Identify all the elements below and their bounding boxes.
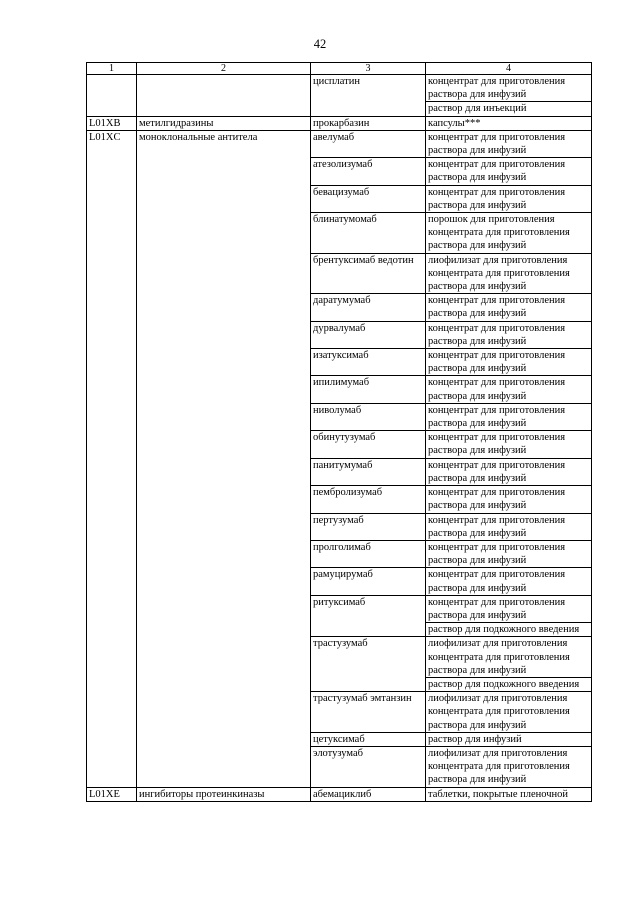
drug-name-cell: трастузумаб эмтанзин <box>311 692 426 733</box>
drug-name-cell: обинутузумаб <box>311 431 426 458</box>
drug-name-cell: брентуксимаб ведотин <box>311 253 426 294</box>
dosage-form-cell: концентрат для приготовления раствора для инфузий <box>426 376 592 403</box>
drug-table <box>86 62 592 802</box>
drug-name-cell: пролголимаб <box>311 540 426 567</box>
dosage-form-cell: лиофилизат для приготовления концентрата для приготовления раствора для инфузий <box>426 692 592 733</box>
drug-name-cell: даратумумаб <box>311 294 426 321</box>
dosage-form-cell: концентрат для приготовления раствора для инфузий <box>426 486 592 513</box>
drug-name-cell: атезолизумаб <box>311 158 426 185</box>
drug-name-cell: ниволумаб <box>311 403 426 430</box>
dosage-form-cell: концентрат для приготовления раствора для инфузий <box>426 595 592 622</box>
page-number: 42 <box>313 37 327 51</box>
dosage-form-cell: концентрат для приготовления раствора для инфузий <box>426 349 592 376</box>
dosage-form-cell: концентрат для приготовления раствора для инфузий <box>426 403 592 430</box>
header-cell-drug: 3 <box>311 63 426 75</box>
dosage-form-cell: раствор для подкожного введения <box>426 677 592 691</box>
drug-name-cell: дурвалумаб <box>311 321 426 348</box>
dosage-form-cell: раствор для подкожного введения <box>426 623 592 637</box>
group-name-cell: метилгидразины <box>137 116 311 130</box>
drug-name-cell: изатуксимаб <box>311 349 426 376</box>
dosage-form-cell: концентрат для приготовления раствора для инфузий <box>426 513 592 540</box>
drug-name-cell: цисплатин <box>311 75 426 117</box>
drug-name-cell: авелумаб <box>311 130 426 157</box>
dosage-form-cell: концентрат для приготовления раствора для инфузий <box>426 568 592 595</box>
drug-name-cell: абемациклиб <box>311 787 426 801</box>
drug-name-cell: пертузумаб <box>311 513 426 540</box>
dosage-form-cell: концентрат для приготовления раствора для инфузий <box>426 185 592 212</box>
drug-name-cell: трастузумаб <box>311 637 426 692</box>
table-row <box>87 130 592 157</box>
dosage-form-cell: концентрат для приготовления раствора для инфузий <box>426 158 592 185</box>
atc-code-cell: L01XC <box>87 130 137 787</box>
drug-name-cell: блинатумомаб <box>311 213 426 254</box>
atc-code-cell <box>87 75 137 117</box>
drug-name-cell: ритуксимаб <box>311 595 426 637</box>
drug-name-cell: панитумумаб <box>311 458 426 485</box>
atc-code-cell: L01XE <box>87 787 137 801</box>
drug-name-cell: рамуцирумаб <box>311 568 426 595</box>
header-cell-form: 4 <box>426 63 592 75</box>
drug-name-cell: цетуксимаб <box>311 732 426 746</box>
dosage-form-cell: порошок для приготовления концентрата для приготовления раствора для инфузий <box>426 213 592 254</box>
header-row <box>87 63 592 75</box>
table-row <box>87 116 592 130</box>
dosage-form-cell: раствор для инфузий <box>426 732 592 746</box>
dosage-form-cell: концентрат для приготовления раствора для инфузий <box>426 458 592 485</box>
dosage-form-cell: концентрат для приготовления раствора для инфузий <box>426 130 592 157</box>
drug-name-cell: пембролизумаб <box>311 486 426 513</box>
group-name-cell: моноклональные антитела <box>137 130 311 787</box>
dosage-form-cell: раствор для инъекций <box>426 102 592 116</box>
drug-name-cell: бевацизумаб <box>311 185 426 212</box>
header-cell-group: 2 <box>137 63 311 75</box>
dosage-form-cell: концентрат для приготовления раствора для инфузий <box>426 431 592 458</box>
table-row <box>87 787 592 801</box>
dosage-form-cell: таблетки, покрытые пленочной <box>426 787 592 801</box>
dosage-form-cell: концентрат для приготовления раствора для инфузий <box>426 294 592 321</box>
atc-code-cell: L01XB <box>87 116 137 130</box>
header-cell-atc-code: 1 <box>87 63 137 75</box>
table-row <box>87 75 592 102</box>
drug-name-cell: прокарбазин <box>311 116 426 130</box>
dosage-form-cell: лиофилизат для приготовления концентрата для приготовления раствора для инфузий <box>426 746 592 787</box>
dosage-form-cell: капсулы*** <box>426 116 592 130</box>
table-body <box>87 63 592 802</box>
group-name-cell: ингибиторы протеинкиназы <box>137 787 311 801</box>
dosage-form-cell: концентрат для приготовления раствора для инфузий <box>426 540 592 567</box>
drug-name-cell: элотузумаб <box>311 746 426 787</box>
group-name-cell <box>137 75 311 117</box>
dosage-form-cell: концентрат для приготовления раствора для инфузий <box>426 321 592 348</box>
dosage-form-cell: лиофилизат для приготовления концентрата для приготовления раствора для инфузий <box>426 253 592 294</box>
drug-name-cell: ипилимумаб <box>311 376 426 403</box>
dosage-form-cell: концентрат для приготовления раствора для инфузий <box>426 75 592 102</box>
dosage-form-cell: лиофилизат для приготовления концентрата для приготовления раствора для инфузий <box>426 637 592 678</box>
